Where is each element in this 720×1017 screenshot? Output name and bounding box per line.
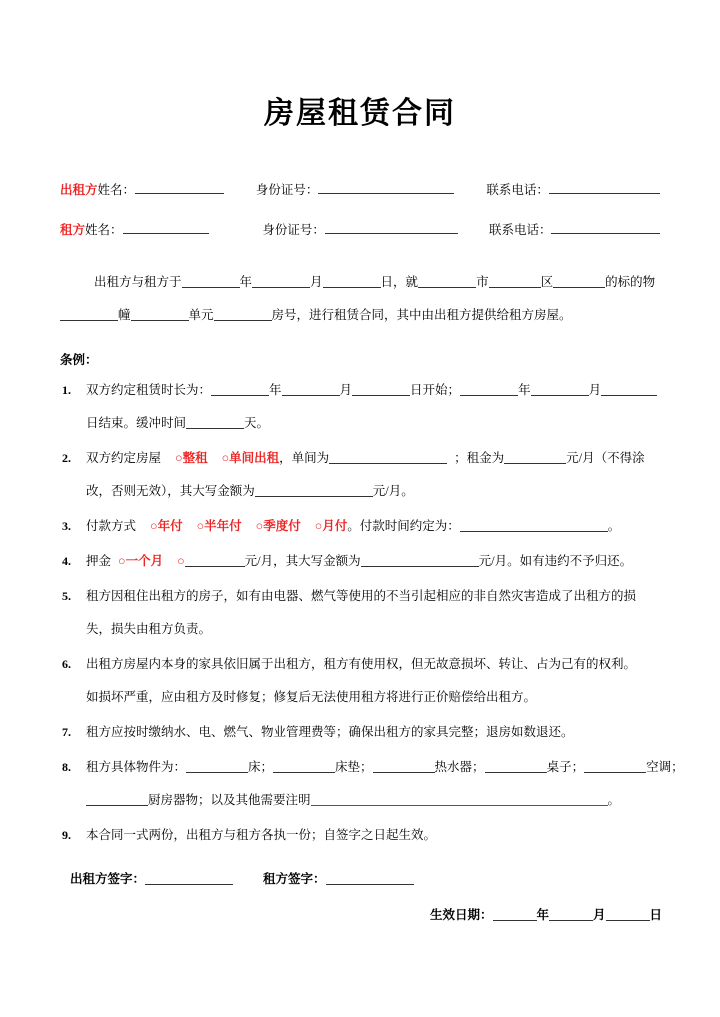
clause-item-4 bbox=[60, 545, 660, 578]
clause-item-5 bbox=[60, 580, 660, 646]
tenant-id-input[interactable] bbox=[325, 220, 458, 234]
lessor-signature-label: 出租方签字： bbox=[70, 872, 146, 886]
clause-number-8: 8. bbox=[62, 760, 71, 774]
clause8-kitchenware-input[interactable] bbox=[86, 792, 148, 806]
lessor-phone-input[interactable] bbox=[549, 180, 660, 194]
clause-item-6 bbox=[60, 648, 660, 714]
intro-year-input[interactable] bbox=[182, 274, 240, 288]
intro-day-input[interactable] bbox=[323, 274, 381, 288]
clause2-line2-1: 元/月。 bbox=[372, 484, 414, 498]
clause1-part2: 月 bbox=[339, 383, 353, 397]
clause-item-3 bbox=[60, 510, 660, 543]
party-info-block bbox=[60, 180, 660, 240]
option-pay-monthly[interactable]: ○月付 bbox=[314, 519, 348, 533]
effective-date-label: 生效日期： bbox=[430, 908, 493, 922]
effective-year-input[interactable] bbox=[493, 907, 537, 921]
intro-unit-unit: 单元 bbox=[188, 308, 214, 322]
clause1-part1: 年 bbox=[269, 383, 282, 397]
lessor-name-input[interactable] bbox=[135, 180, 224, 194]
intro-seg1: 出租方与租方于 bbox=[94, 275, 182, 289]
option-pay-quarterly[interactable]: ○季度付 bbox=[255, 519, 301, 533]
lessor-signature-input[interactable] bbox=[145, 871, 233, 885]
clause2-rent-input[interactable] bbox=[504, 450, 566, 464]
clause2-part1: ；租金为 bbox=[454, 451, 505, 465]
clause-number-6: 6. bbox=[62, 657, 71, 671]
clause-number-9: 9. bbox=[62, 828, 71, 842]
page-title: 房屋租赁合同 bbox=[264, 97, 456, 130]
clause-item-2 bbox=[60, 442, 660, 508]
clause6-text-line2: 如损坏严重，应由租方及时修复；修复后无法使用租方将进行正价赔偿给出租方。 bbox=[86, 690, 537, 704]
clause4-part1: 元/月。如有违约不予归还。 bbox=[478, 554, 633, 568]
clause2-line2-0: 改，否则无效），其大写金额为 bbox=[86, 484, 255, 498]
clause8-part2: 床垫； bbox=[335, 760, 373, 774]
effective-unit-month: 月 bbox=[593, 908, 606, 922]
clause-number-3: 3. bbox=[62, 519, 71, 533]
clause2-room-input[interactable] bbox=[329, 450, 447, 464]
clause8-part0: 租方具体物件为： bbox=[86, 760, 187, 774]
clause-item-1 bbox=[60, 374, 660, 440]
intro-unit-day: 日，就 bbox=[380, 275, 419, 289]
clause5-text: 租方因租住出租方的房子，如有由电器、燃气等使用的不当引起相应的非自然灾害造成了出租方的损 bbox=[86, 589, 637, 603]
intro-unitno-input[interactable] bbox=[131, 307, 189, 321]
clause1-end-year-input[interactable] bbox=[460, 382, 518, 396]
clause-item-9 bbox=[60, 819, 660, 852]
clause8-water-heater-input[interactable] bbox=[373, 759, 435, 773]
clause1-line2-0: 日结束。缓冲时间 bbox=[86, 416, 187, 430]
signature-row bbox=[60, 866, 660, 892]
clause8-part1: 床； bbox=[248, 760, 274, 774]
clause-number-5: 5. bbox=[62, 589, 71, 603]
clause1-end-month-input[interactable] bbox=[531, 382, 589, 396]
clause8-line2-0: 厨房器物；以及其他需要注明 bbox=[148, 793, 311, 807]
clause4-lead: 押金 bbox=[86, 554, 112, 568]
effective-month-input[interactable] bbox=[549, 907, 593, 921]
tenant-name-label: 姓名： bbox=[85, 223, 123, 237]
clause1-part0: 双方约定租赁时长为： bbox=[86, 383, 212, 397]
effective-unit-day: 日 bbox=[649, 908, 663, 922]
intro-unit-building: 幢 bbox=[118, 308, 131, 322]
lessor-info-row bbox=[60, 180, 660, 200]
clause2-rent-words-input[interactable] bbox=[255, 483, 373, 497]
option-pay-yearly[interactable]: ○年付 bbox=[150, 519, 183, 533]
clauses-heading: 条例： bbox=[60, 353, 98, 367]
lessor-id-input[interactable] bbox=[318, 180, 454, 194]
effective-unit-year: 年 bbox=[536, 908, 550, 922]
clause3-lead: 付款方式 bbox=[86, 519, 137, 533]
clause2-part2: 元/月（不得涂 bbox=[566, 451, 645, 465]
clause-item-8 bbox=[60, 751, 684, 817]
clause-number-7: 7. bbox=[62, 725, 71, 739]
tenant-signature-label: 租方签字： bbox=[263, 872, 326, 886]
clause9-text: 本合同一式两份，出租方与租方各执一份；自签字之日起生效。 bbox=[86, 828, 437, 842]
tenant-name-input[interactable] bbox=[123, 220, 210, 234]
option-pay-half-yearly[interactable]: ○半年付 bbox=[196, 519, 242, 533]
clause4-deposit-input[interactable] bbox=[185, 553, 245, 567]
intro-unit-month: 月 bbox=[310, 275, 323, 289]
lessor-id-label: 身份证号： bbox=[255, 183, 319, 197]
clause-item-7 bbox=[60, 716, 660, 749]
clause3-part0: 。付款时间约定为： bbox=[347, 519, 460, 533]
clause7-text: 租方应按时缴纳水、电、燃气、物业管理费等；确保出租方的家具完整；退房如数退还。 bbox=[86, 725, 574, 739]
clause1-line2-1: 天。 bbox=[244, 416, 270, 430]
clauses-list bbox=[60, 374, 684, 852]
clause-number-2: 2. bbox=[62, 451, 71, 465]
signature-block bbox=[60, 866, 663, 928]
intro-unit-year: 年 bbox=[239, 275, 253, 289]
clause8-other-input[interactable] bbox=[311, 792, 608, 806]
clause2-lead: 双方约定房屋 bbox=[86, 451, 162, 465]
clause-number-1: 1. bbox=[62, 383, 71, 397]
clause4-deposit-words-input[interactable] bbox=[361, 553, 479, 567]
clause8-aircon-input[interactable] bbox=[584, 759, 646, 773]
clause1-start-day-input[interactable] bbox=[352, 382, 410, 396]
clause3-part1: 。 bbox=[607, 519, 621, 533]
intro-seg2: 的标的物 bbox=[605, 275, 656, 289]
lessor-phone-label: 联系电话： bbox=[486, 183, 549, 197]
intro-city-input[interactable] bbox=[418, 274, 476, 288]
intro-room-input[interactable] bbox=[214, 307, 272, 321]
option-single-room-rent[interactable]: ○单间出租 bbox=[221, 451, 280, 465]
tenant-info-row bbox=[60, 220, 660, 240]
clause8-part3: 热水器； bbox=[434, 760, 485, 774]
tenant-role-label: 租方 bbox=[60, 223, 86, 237]
lessor-name-label: 姓名： bbox=[97, 183, 136, 197]
clause1-part5: 月 bbox=[588, 383, 602, 397]
clause-number-4: 4. bbox=[62, 554, 71, 568]
tenant-id-label: 身份证号： bbox=[262, 223, 325, 237]
effective-day-input[interactable] bbox=[606, 907, 650, 921]
effective-date-row bbox=[60, 902, 663, 928]
tenant-phone-label: 联系电话： bbox=[488, 223, 552, 237]
option-whole-rent[interactable]: ○整租 bbox=[175, 451, 208, 465]
clause1-part4: 年 bbox=[518, 383, 531, 397]
intro-paragraph bbox=[60, 266, 660, 332]
clause4-part0: 元/月，其大写金额为 bbox=[244, 554, 361, 568]
clause8-part4: 桌子； bbox=[546, 760, 585, 774]
lessor-role-label: 出租方 bbox=[60, 183, 98, 197]
clause8-line2-1: 。 bbox=[607, 793, 621, 807]
clause1-start-month-input[interactable] bbox=[282, 382, 340, 396]
intro-target-input[interactable] bbox=[553, 274, 605, 288]
clause3-pay-time-input[interactable] bbox=[460, 518, 608, 532]
intro-district-input[interactable] bbox=[489, 274, 541, 288]
intro-unit-city: 市 bbox=[476, 275, 489, 289]
clause1-part3: 日开始； bbox=[410, 383, 461, 397]
intro-unit-district: 区 bbox=[540, 275, 554, 289]
clause8-mattress-input[interactable] bbox=[273, 759, 335, 773]
clause1-end-day-input[interactable] bbox=[601, 382, 657, 396]
clause8-bed-input[interactable] bbox=[186, 759, 248, 773]
clause8-table-input[interactable] bbox=[485, 759, 547, 773]
clause5-text-line2: 失，损失由租方负责。 bbox=[86, 622, 212, 636]
clause2-part0: ，单间为 bbox=[279, 451, 330, 465]
clause1-buffer-days-input[interactable] bbox=[186, 415, 244, 429]
clause1-start-year-input[interactable] bbox=[211, 382, 269, 396]
clause8-part5: 空调； bbox=[646, 760, 684, 774]
option-deposit-custom[interactable]: ○ bbox=[177, 554, 185, 568]
tenant-phone-input[interactable] bbox=[551, 220, 660, 234]
tenant-signature-input[interactable] bbox=[326, 871, 414, 885]
clause6-text: 出租方房屋内本身的家具依旧属于出租方，租方有使用权，但无故意损坏、转让、占为己有的权利。 bbox=[86, 657, 637, 671]
option-deposit-one-month[interactable]: ○一个月 bbox=[118, 554, 164, 568]
intro-month-input[interactable] bbox=[252, 274, 310, 288]
intro-unit-room: 房号，进行租赁合同，其中由出租方提供给租方房屋。 bbox=[271, 308, 572, 322]
intro-building-input[interactable] bbox=[60, 307, 118, 321]
